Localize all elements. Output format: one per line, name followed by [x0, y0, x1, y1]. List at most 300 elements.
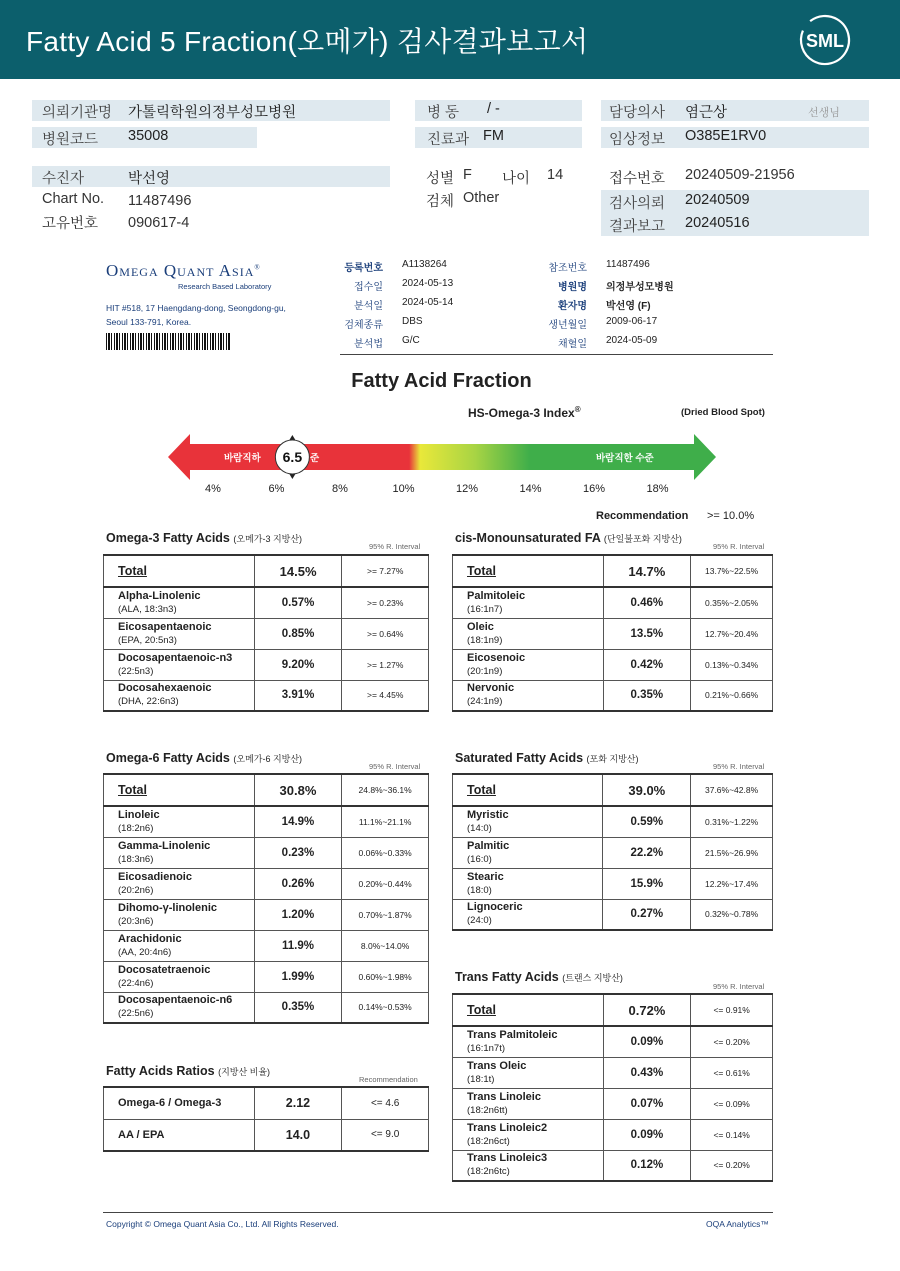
omega6-sub: (18:2n6)	[118, 822, 154, 834]
gauge-left-label-b: 준	[310, 453, 320, 464]
gauge-tick-label: 4%	[205, 483, 221, 495]
omega6-sub: (20:3n6)	[118, 915, 154, 927]
omega3-ri-label: 95% R. Interval	[369, 542, 421, 551]
lab-info-right	[527, 259, 727, 351]
saturated-name-cell	[453, 899, 603, 930]
omega3-name: Docosahexaenoic	[118, 682, 212, 695]
trans-sub: (16:1n7t)	[467, 1042, 506, 1054]
omega6-title: Omega-6 Fatty Acids	[106, 751, 230, 765]
mono-ri-label: 95% R. Interval	[713, 542, 765, 551]
gauge-tick-label: 8%	[332, 483, 348, 495]
gauge-right-label: 바람직한 수준	[596, 453, 654, 464]
saturated-title-ko: (포화 지방산)	[586, 754, 639, 764]
trans-row	[453, 1150, 773, 1181]
doctor-row	[601, 100, 869, 121]
recv-value: 2024-05-13	[402, 278, 454, 289]
age-value: 14	[547, 167, 564, 183]
ratios-reference: <= 4.6	[342, 1087, 429, 1119]
clinical-value: O385E1RV0	[685, 128, 767, 144]
omega6-name: Gamma-Linolenic	[118, 839, 211, 852]
recv-label: 접수일	[354, 282, 383, 293]
report-date-label: 결과보고	[609, 219, 666, 235]
hospital-code-label: 병원코드	[42, 132, 99, 148]
omega6-name: Eicosadienoic	[118, 870, 192, 883]
doctor-value: 염근상	[685, 105, 728, 121]
mono-title-ko: (단일불포화 지방산)	[603, 534, 682, 544]
omega3-name-cell	[104, 649, 255, 680]
mono-table	[452, 554, 773, 712]
omega6-name: Docosatetraenoic	[118, 963, 211, 976]
ratios-row	[104, 1119, 429, 1151]
gauge-tick-label: 6%	[268, 483, 285, 495]
omega6-name-cell	[104, 774, 255, 806]
omega6-name-cell	[104, 837, 255, 868]
saturated-name-cell	[453, 806, 603, 837]
trans-sub: (18:2n6ct)	[467, 1135, 510, 1147]
mono-reference: 0.13%~0.34%	[691, 649, 773, 680]
omega6-name: Arachidonic	[118, 932, 182, 945]
institution-label: 의뢰기관명	[42, 105, 113, 121]
omega6-section-title	[106, 751, 302, 765]
clinical-row	[601, 127, 869, 148]
ratios-row	[104, 1087, 429, 1119]
omega6-name: Linoleic	[118, 808, 160, 821]
anal-label: 분석일	[354, 301, 383, 312]
omega3-sub: (22:5n3)	[118, 665, 154, 677]
specimen-label: 검체	[426, 194, 455, 210]
copyright: Copyright © Omega Quant Asia Co., Ltd. All Rights Reserved.	[106, 1219, 339, 1229]
oqa-logo: Omega Quant Asia®	[106, 261, 261, 280]
trans-value: 0.43%	[603, 1057, 691, 1088]
saturated-name: Stearic	[467, 870, 504, 883]
saturated-name: Palmitic	[467, 839, 510, 852]
omega3-value: 0.85%	[254, 618, 342, 649]
saturated-value: 15.9%	[603, 868, 691, 899]
saturated-value: 0.59%	[603, 806, 691, 837]
omega6-name-cell	[104, 961, 255, 992]
mono-value: 13.5%	[603, 618, 691, 649]
mono-sub: (16:1n7)	[467, 603, 503, 615]
gauge-value: 6.5	[282, 449, 303, 465]
oqa-analytics: OQA Analytics™	[706, 1219, 769, 1229]
omega6-name-cell	[104, 806, 255, 837]
mono-row	[453, 680, 773, 711]
ward-label: 병 동	[427, 105, 460, 121]
patient-row	[32, 166, 390, 187]
dept-row	[415, 127, 582, 148]
trans-reference: <= 0.91%	[691, 994, 773, 1026]
mono-sub: (20:1n9)	[467, 665, 503, 677]
omega6-name-cell	[104, 868, 255, 899]
trans-sub: (18:2n6tc)	[467, 1166, 510, 1178]
omega3-name: Docosapentaenoic-n3	[118, 651, 233, 664]
receipt-value: 20240509-21956	[685, 167, 795, 183]
saturated-name-cell	[453, 837, 603, 868]
dept-value: FM	[483, 128, 504, 144]
omega3-section-title	[106, 531, 302, 545]
saturated-row	[453, 837, 773, 868]
chart-label: Chart No.	[42, 191, 105, 207]
omega6-sub: (18:3n6)	[118, 853, 154, 865]
institution-value: 가톨릭학원의정부성모병원	[128, 105, 297, 121]
mono-name: Eicosenoic	[467, 651, 526, 664]
draw-label: 채혈일	[558, 339, 587, 350]
saturated-sub: (24:0)	[467, 915, 492, 927]
gauge-tick-label: 10%	[392, 483, 415, 495]
gauge-tick-label: 16%	[582, 483, 606, 495]
omega6-name: Total	[118, 783, 147, 797]
saturated-table	[452, 773, 773, 931]
mono-value: 0.46%	[603, 587, 691, 618]
saturated-value: 0.27%	[603, 899, 691, 930]
trans-name: Trans Linoleic3	[467, 1152, 548, 1165]
omega3-sub: (DHA, 22:6n3)	[118, 696, 179, 708]
saturated-name-cell	[453, 774, 603, 806]
unique-value: 090617-4	[128, 215, 190, 231]
omega3-name-cell	[104, 555, 255, 587]
oqa-logo-text: Omega Quant Asia	[106, 261, 255, 280]
mono-sub: (24:1n9)	[467, 696, 503, 708]
recommendation-value: >= 10.0%	[707, 510, 755, 522]
trans-row	[453, 994, 773, 1026]
spec-value: DBS	[402, 316, 423, 327]
saturated-sub: (16:0)	[467, 853, 492, 865]
omega3-row	[104, 555, 429, 587]
gauge-tick-label: 18%	[646, 483, 669, 495]
oqa-address	[106, 301, 286, 329]
saturated-name: Total	[467, 783, 496, 797]
trans-name-cell	[453, 994, 604, 1026]
spec-label: 검체종류	[344, 320, 383, 331]
trans-name-cell	[453, 1150, 604, 1181]
omega6-row	[104, 774, 429, 806]
omega3-index-title	[468, 405, 581, 420]
omega3-index-title-text: HS-Omega-3 Index	[468, 406, 575, 420]
method-label: 분석법	[354, 339, 383, 350]
omega6-table	[103, 773, 429, 1024]
trans-name-cell	[453, 1057, 604, 1088]
omega6-name-cell	[104, 899, 255, 930]
ratios-title-ko: (지방산 비율)	[218, 1067, 271, 1077]
omega3-value: 3.91%	[254, 680, 342, 711]
trans-value: 0.09%	[603, 1026, 691, 1057]
omega3-sub: (ALA, 18:3n3)	[118, 603, 177, 615]
trans-reference: <= 0.14%	[691, 1119, 773, 1150]
omega6-sub: (22:5n6)	[118, 1008, 154, 1020]
trans-title-ko: (트랜스 지방산)	[562, 973, 623, 983]
trans-title: Trans Fatty Acids	[455, 970, 559, 984]
report-title: Fatty Acid 5 Fraction(오메가) 검사결과보고서	[26, 26, 589, 57]
omega3-name-cell	[104, 680, 255, 711]
saturated-reference: 12.2%~17.4%	[691, 868, 773, 899]
ward-value: / -	[487, 101, 500, 117]
trans-ri-label: 95% R. Interval	[713, 982, 765, 991]
omega6-value: 0.23%	[254, 837, 342, 868]
hospital-code-row	[32, 127, 257, 148]
omega3-name-cell	[104, 587, 255, 618]
sex-value: F	[463, 167, 472, 183]
unique-label: 고유번호	[42, 216, 99, 232]
trans-name: Trans Linoleic2	[467, 1121, 548, 1134]
trans-sub: (18:2n6tt)	[467, 1104, 508, 1116]
trans-name: Trans Oleic	[467, 1059, 527, 1072]
mono-row	[453, 649, 773, 680]
trans-value: 0.07%	[603, 1088, 691, 1119]
omega6-reference: 0.70%~1.87%	[342, 899, 429, 930]
saturated-name: Lignoceric	[467, 901, 523, 914]
doctor-suffix: 선생님	[808, 107, 840, 119]
omega6-value: 0.35%	[254, 992, 342, 1023]
ratios-title: Fatty Acids Ratios	[106, 1064, 215, 1078]
omega6-name-cell	[104, 930, 255, 961]
age-label: 나이	[502, 171, 531, 187]
omega3-reference: >= 0.64%	[342, 618, 429, 649]
saturated-sub: (14:0)	[467, 822, 492, 834]
ref-value: 11487496	[606, 259, 650, 270]
mono-name: Oleic	[467, 620, 494, 633]
trans-name-cell	[453, 1026, 604, 1057]
draw-value: 2024-05-09	[606, 335, 658, 346]
omega3-title: Omega-3 Fatty Acids	[106, 531, 230, 545]
mono-reference: 0.35%~2.05%	[691, 587, 773, 618]
omega6-row	[104, 868, 429, 899]
omega6-reference: 8.0%~14.0%	[342, 930, 429, 961]
omega6-value: 30.8%	[254, 774, 342, 806]
omega3-reference: >= 4.45%	[342, 680, 429, 711]
mono-value: 0.42%	[603, 649, 691, 680]
trans-name: Trans Linoleic	[467, 1090, 541, 1103]
omega3-row	[104, 649, 429, 680]
omega3-name-cell	[104, 618, 255, 649]
omega3-name: Eicosapentaenoic	[118, 620, 212, 633]
trans-name-cell	[453, 1119, 604, 1150]
omega6-ri-label: 95% R. Interval	[369, 762, 421, 771]
saturated-value: 39.0%	[603, 774, 691, 806]
specimen-value: Other	[463, 190, 500, 206]
gauge-tick-label: 14%	[519, 483, 542, 495]
omega3-row	[104, 587, 429, 618]
ratios-name: AA / EPA	[118, 1128, 165, 1141]
lab-info-divider	[340, 354, 773, 355]
saturated-sub: (18:0)	[467, 884, 492, 896]
mono-row	[453, 618, 773, 649]
omega6-value: 1.99%	[254, 961, 342, 992]
ratios-table	[103, 1086, 429, 1152]
gauge-value-marker	[275, 435, 309, 479]
mono-reference: 13.7%~22.5%	[691, 555, 773, 587]
saturated-row	[453, 774, 773, 806]
mono-reference: 0.21%~0.66%	[691, 680, 773, 711]
saturated-row	[453, 899, 773, 930]
oqa-address-line1: HIT #518, 17 Haengdang-dong, Seongdong-gu,	[106, 303, 286, 313]
request-value: 20240509	[685, 192, 750, 208]
omega3-index-gauge	[168, 432, 716, 482]
hospital-code-value: 35008	[128, 128, 169, 144]
omega6-row	[104, 837, 429, 868]
saturated-name-cell	[453, 868, 603, 899]
omega6-reference: 0.14%~0.53%	[342, 992, 429, 1023]
omega3-reference: >= 0.23%	[342, 587, 429, 618]
omega3-index-reg: ®	[574, 405, 581, 414]
omega6-name: Dihomo-γ-linolenic	[118, 901, 217, 914]
omega6-value: 0.26%	[254, 868, 342, 899]
patient-label: 수진자	[42, 171, 85, 187]
omega6-name-cell	[104, 992, 255, 1023]
trans-row	[453, 1026, 773, 1057]
mono-row	[453, 555, 773, 587]
saturated-reference: 0.32%~0.78%	[691, 899, 773, 930]
ward-row	[415, 100, 582, 121]
ratios-name-cell	[104, 1119, 255, 1151]
omega3-title-ko: (오메가-3 지방산)	[233, 534, 303, 544]
mono-name-cell	[453, 587, 604, 618]
dob-label: 생년월일	[548, 320, 587, 331]
omega3-reference: >= 1.27%	[342, 649, 429, 680]
trans-reference: <= 0.61%	[691, 1057, 773, 1088]
trans-row	[453, 1057, 773, 1088]
trans-sub: (18:1t)	[467, 1073, 495, 1085]
trans-reference: <= 0.20%	[691, 1150, 773, 1181]
sml-logo-icon	[797, 12, 853, 68]
trans-value: 0.12%	[603, 1150, 691, 1181]
saturated-row	[453, 806, 773, 837]
dept-label: 진료과	[427, 132, 470, 148]
ref-label: 참조번호	[548, 263, 587, 274]
mono-name-cell	[453, 618, 604, 649]
omega6-reference: 0.20%~0.44%	[342, 868, 429, 899]
omega3-row	[104, 680, 429, 711]
omega6-row	[104, 992, 429, 1023]
omega3-row	[104, 618, 429, 649]
omega6-value: 11.9%	[254, 930, 342, 961]
hosp-value: 의정부성모병원	[606, 282, 674, 293]
pt-value: 박선영 (F)	[606, 301, 651, 312]
trans-table	[452, 993, 773, 1182]
omega3-sub: (EPA, 20:5n3)	[118, 634, 177, 646]
ratios-reference: <= 9.0	[342, 1119, 429, 1151]
sml-logo-text: SML	[806, 31, 844, 51]
trans-name: Total	[467, 1003, 496, 1017]
saturated-value: 22.2%	[603, 837, 691, 868]
omega6-reference: 24.8%~36.1%	[342, 774, 429, 806]
receipt-label: 접수번호	[609, 171, 666, 187]
trans-row	[453, 1119, 773, 1150]
trans-row	[453, 1088, 773, 1119]
mono-value: 14.7%	[603, 555, 691, 587]
barcode	[106, 333, 230, 350]
gauge-left-label-a: 바람직하	[224, 453, 261, 464]
mono-name: Palmitoleic	[467, 589, 526, 602]
mono-title: cis-Monounsaturated FA	[455, 531, 601, 545]
omega3-value: 14.5%	[254, 555, 342, 587]
mono-name: Total	[467, 564, 496, 578]
mono-name: Nervonic	[467, 682, 515, 695]
omega6-row	[104, 930, 429, 961]
ratios-name: Omega-6 / Omega-3	[118, 1097, 222, 1110]
omega6-title-ko: (오메가-6 지방산)	[233, 754, 303, 764]
ratios-value: 14.0	[254, 1119, 342, 1151]
omega6-value: 1.20%	[254, 899, 342, 930]
mono-value: 0.35%	[603, 680, 691, 711]
hosp-label: 병원명	[558, 282, 587, 293]
mono-reference: 12.7%~20.4%	[691, 618, 773, 649]
trans-reference: <= 0.20%	[691, 1026, 773, 1057]
sex-label: 성별	[426, 171, 455, 187]
report-header	[0, 0, 900, 79]
doctor-label: 담당의사	[609, 105, 666, 121]
trans-section-title	[455, 970, 623, 984]
pt-label: 환자명	[558, 301, 587, 312]
saturated-reference: 21.5%~26.9%	[691, 837, 773, 868]
omega6-value: 14.9%	[254, 806, 342, 837]
saturated-title: Saturated Fatty Acids	[455, 751, 584, 765]
omega6-reference: 0.06%~0.33%	[342, 837, 429, 868]
reg-value: A1138264	[402, 259, 447, 270]
omega3-name: Alpha-Linolenic	[118, 589, 201, 602]
ratios-section-title	[106, 1064, 270, 1078]
trans-value: 0.72%	[603, 994, 691, 1026]
fatty-acid-fraction-title: Fatty Acid Fraction	[351, 370, 532, 392]
trans-name-cell	[453, 1088, 604, 1119]
chart-value: 11487496	[128, 193, 192, 209]
omega3-value: 0.57%	[254, 587, 342, 618]
mono-name-cell	[453, 555, 604, 587]
omega6-sub: (AA, 20:4n6)	[118, 946, 172, 958]
omega3-value: 9.20%	[254, 649, 342, 680]
patient-value: 박선영	[128, 171, 171, 187]
lab-info-left	[323, 259, 523, 351]
trans-value: 0.09%	[603, 1119, 691, 1150]
footer-divider	[103, 1212, 773, 1213]
omega6-reference: 11.1%~21.1%	[342, 806, 429, 837]
omega6-row	[104, 806, 429, 837]
request-label: 검사의뢰	[609, 196, 666, 212]
saturated-row	[453, 868, 773, 899]
gauge-tick-label: 12%	[455, 483, 479, 495]
omega6-reference: 0.60%~1.98%	[342, 961, 429, 992]
recommendation-label: Recommendation	[596, 510, 689, 522]
mono-name-cell	[453, 649, 604, 680]
report-date-value: 20240516	[685, 215, 750, 231]
omega6-sub: (20:2n6)	[118, 884, 154, 896]
trans-reference: <= 0.09%	[691, 1088, 773, 1119]
trans-name: Trans Palmitoleic	[467, 1028, 558, 1041]
specimen-note: (Dried Blood Spot)	[681, 407, 765, 418]
request-report-block	[601, 190, 869, 236]
omega6-row	[104, 961, 429, 992]
dob-value: 2009-06-17	[606, 316, 658, 327]
omega6-name: Docosapentaenoic-n6	[118, 994, 233, 1007]
omega6-sub: (22:4n6)	[118, 977, 154, 989]
clinical-label: 임상정보	[609, 132, 666, 148]
oqa-subtitle: Research Based Laboratory	[178, 282, 272, 291]
anal-value: 2024-05-14	[402, 297, 454, 308]
mono-section-title	[455, 531, 682, 545]
saturated-reference: 0.31%~1.22%	[691, 806, 773, 837]
reg-label: 등록번호	[344, 263, 383, 274]
mono-sub: (18:1n9)	[467, 634, 503, 646]
saturated-section-title	[455, 751, 639, 765]
ratios-reco-label: Recommendation	[359, 1075, 418, 1084]
omega3-name: Total	[118, 564, 147, 578]
method-value: G/C	[402, 335, 420, 346]
saturated-name: Myristic	[467, 808, 509, 821]
oqa-address-line2: Seoul 133-791, Korea.	[106, 317, 192, 327]
saturated-ri-label: 95% R. Interval	[713, 762, 765, 771]
institution-row	[32, 100, 390, 121]
omega3-table	[103, 554, 429, 712]
ratios-value: 2.12	[254, 1087, 342, 1119]
